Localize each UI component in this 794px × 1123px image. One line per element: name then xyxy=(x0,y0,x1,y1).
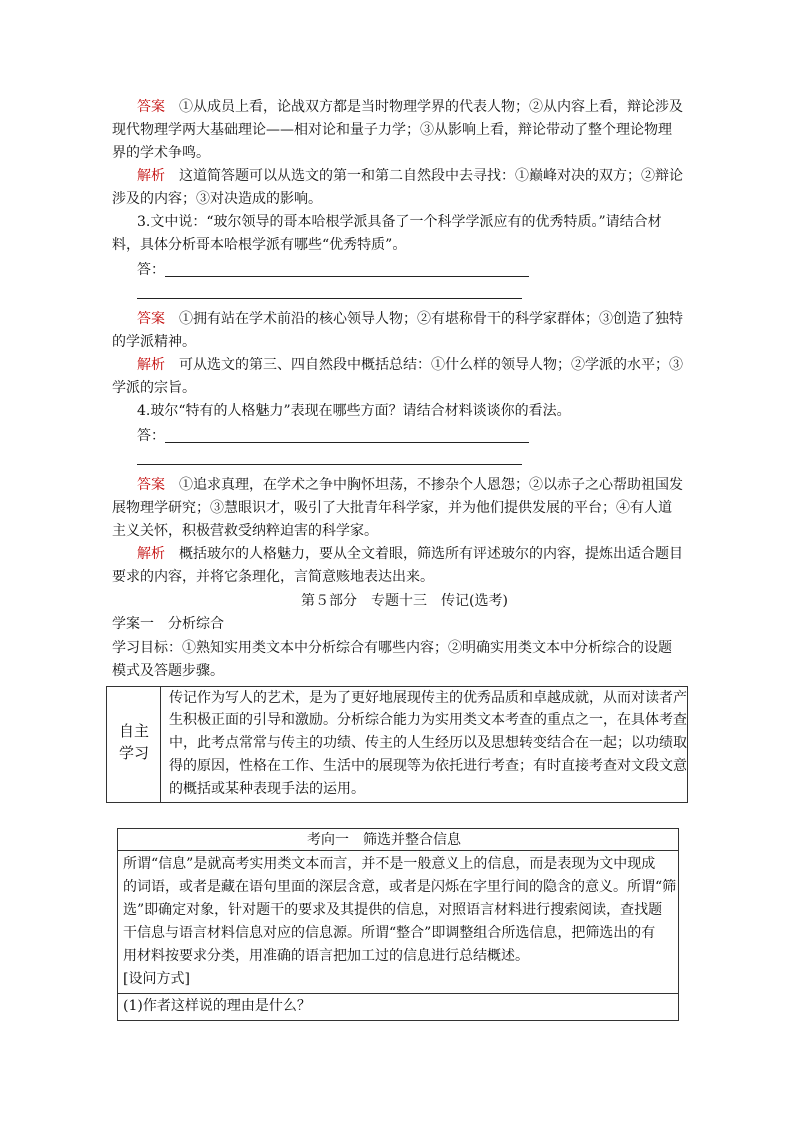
direction-text-line: 干信息与语言材料信息对应的信息源。所谓“整合”即调整组合所选信息，把筛选出的有 xyxy=(123,925,656,941)
answer-text: ①追求真理，在学术之争中胸怀坦荡，不掺杂个人恩怨；②以赤子之心帮助祖国发 xyxy=(179,477,683,493)
self-study-text-line: 得的原因，性格在工作、生活中的展现等为依托进行考查；有时直接考查对文段文意 xyxy=(169,758,687,774)
analysis-line-1 xyxy=(137,166,683,186)
question-3-line-1: 3.文中说：“玻尔领导的哥本哈根学派具备了一个科学学派应有的优秀特质。”请结合材 xyxy=(137,214,662,230)
analysis-line-1 xyxy=(137,355,683,375)
answer-blank-line[interactable] xyxy=(137,464,522,465)
direction-text-line: 所谓“信息”是就高考实用类文本而言，并不是一般意义上的信息，而是表现为文中现成 xyxy=(123,856,656,872)
direction-table-header xyxy=(118,829,678,851)
analysis-text: 概括玻尔的人格魅力，要从全文着眼，筛选所有评述玻尔的内容，提炼出适合题目 xyxy=(179,546,683,562)
answer-line-1 xyxy=(137,475,683,495)
row-divider xyxy=(118,993,678,994)
analysis-label: 解析 xyxy=(137,546,165,562)
answer-line-1 xyxy=(137,309,683,329)
case-title: 学案一 分析综合 xyxy=(112,616,224,632)
answer-blank-line[interactable] xyxy=(165,276,529,277)
learning-goals-line-1: 学习目标：①熟知实用类文本中分析综合有哪些内容；②明确实用类文本中分析综合的设题 xyxy=(112,640,672,656)
analysis-text: 这道简答题可以从选文的第一和第二自然段中去寻找：①巅峰对决的双方；②辩论 xyxy=(179,168,683,184)
answer-line-2: 的学派精神。 xyxy=(112,334,196,350)
direction-table xyxy=(117,828,679,1021)
learning-goals-line-2: 模式及答题步骤。 xyxy=(112,663,224,679)
question-4: 4.玻尔“特有的人格魅力”表现在哪些方面？请结合材料谈谈你的看法。 xyxy=(137,403,571,419)
analysis-line-1 xyxy=(137,544,683,564)
self-study-label-top: 自主 xyxy=(119,722,150,740)
self-study-label-bottom: 学习 xyxy=(119,744,150,762)
answer-label: 答案 xyxy=(137,311,165,327)
direction-text-line: 用材料按要求分类，用准确的语言把加工过的信息进行总结概述。 xyxy=(123,948,529,964)
analysis-line-2: 要求的内容，并将它条理化，言简意赅地表达出来。 xyxy=(112,569,434,585)
answer-label: 答案 xyxy=(137,477,165,493)
answer-blank-line[interactable] xyxy=(165,442,529,443)
answer-line-1 xyxy=(137,97,683,117)
answer-text: ①从成员上看，论战双方都是当时物理学界的代表人物；②从内容上看，辩论涉及 xyxy=(179,99,683,115)
self-study-table xyxy=(106,686,688,803)
answer-prompt: 答： xyxy=(137,262,165,278)
method-heading: [设问方式] xyxy=(123,971,190,987)
answer-line-2: 展物理学研究；③慧眼识才，吸引了大批青年科学家，并为他们提供发展的平台；④有人道 xyxy=(112,500,672,516)
self-study-text-line: 中，此考点常常与传主的功绩、传主的人生经历以及思想转变结合在一起；以功绩取 xyxy=(169,735,687,751)
analysis-line-2: 涉及的内容；③对决造成的影响。 xyxy=(112,191,322,207)
answer-text: ①拥有站在学术前沿的核心领导人物；②有堪称骨干的科学家群体；③创造了独特 xyxy=(179,311,683,327)
method-item: (1)作者这样说的理由是什么？ xyxy=(123,998,311,1014)
question-3-line-2: 料，具体分析哥本哈根学派有哪些“优秀特质”。 xyxy=(112,237,407,253)
answer-prompt: 答： xyxy=(137,428,165,444)
self-study-text-line: 传记作为写人的艺术，是为了更好地展现传主的优秀品质和卓越成就，从而对读者产 xyxy=(169,690,687,706)
direction-text-line: 的词语，或者是藏在语句里面的深层含意，或者是闪烁在字里行间的隐含的意义。所谓“筛 xyxy=(123,879,677,895)
analysis-line-2: 学派的宗旨。 xyxy=(112,380,196,396)
self-study-label-cell xyxy=(107,687,161,802)
answer-label: 答案 xyxy=(137,99,165,115)
analysis-label: 解析 xyxy=(137,168,165,184)
direction-text-line: 选”即确定对象，针对题干的要求及其提供的信息，对照语言材料进行搜索阅读，查找题 xyxy=(123,902,663,918)
section-title: 第５部分 专题十三 传记(选考) xyxy=(301,593,508,609)
answer-blank-line[interactable] xyxy=(137,298,522,299)
answer-line-2: 现代物理学两大基础理论——相对论和量子力学；③从影响上看，辩论带动了整个理论物理 xyxy=(112,122,672,138)
answer-line-3: 界的学术争鸣。 xyxy=(112,145,210,161)
analysis-label: 解析 xyxy=(137,357,165,373)
analysis-text: 可从选文的第三、四自然段中概括总结：①什么样的领导人物；②学派的水平；③ xyxy=(179,357,683,373)
direction-title: 考向一 筛选并整合信息 xyxy=(307,832,461,848)
self-study-text-line: 的概括或某种表现手法的运用。 xyxy=(169,781,365,797)
self-study-text-line: 生积极正面的引导和激励。分析综合能力为实用类文本考查的重点之一，在具体考查 xyxy=(169,712,687,728)
answer-line-3: 主义关怀，积极营救受纳粹迫害的科学家。 xyxy=(112,523,378,539)
